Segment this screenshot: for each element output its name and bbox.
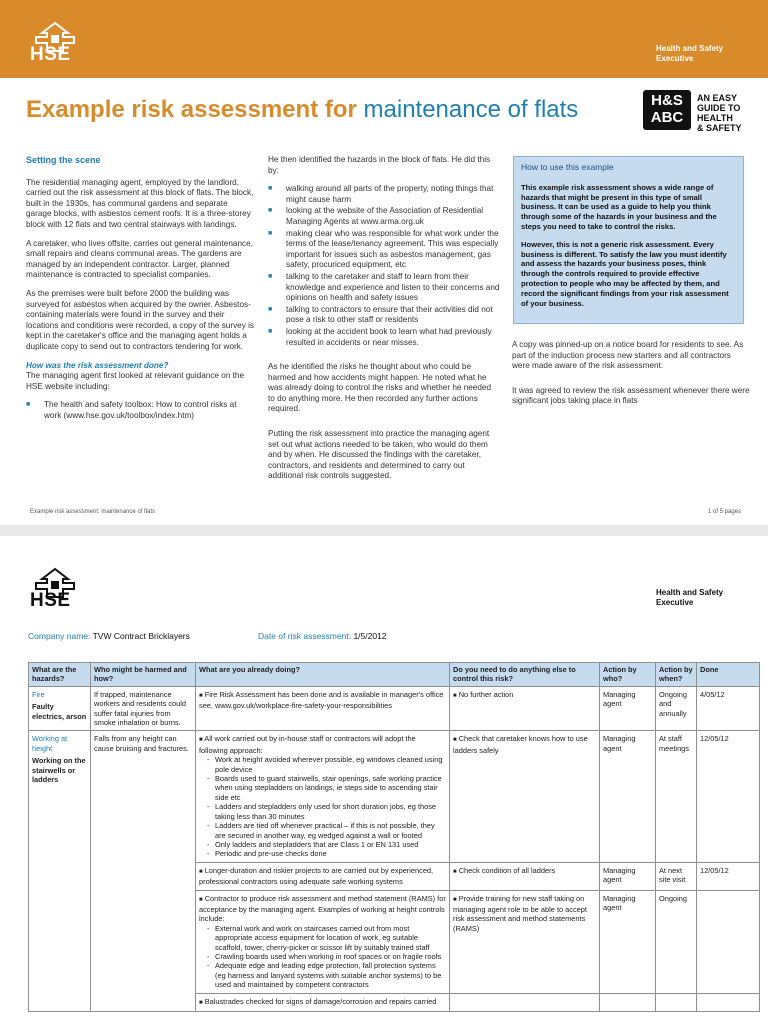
hs-abc-tagline: AN EASY GUIDE TO HEALTH & SAFETY [697, 93, 742, 133]
risk-assessment-table [28, 662, 760, 1012]
already-doing-text: Contractor to produce risk assessment and method statement (RAMS) for acceptance by the managing agent. Examples of working at height controls include: [199, 893, 446, 924]
hse-logo-text: HSE [30, 590, 71, 611]
list-item: ■ walking around all parts of the property, noting things that might cause harm [268, 184, 500, 205]
company-name-label: Company name: [28, 631, 91, 641]
hse-organisation-name: Health and Safety Executive [656, 588, 724, 607]
hse-logo-text: HSE [30, 44, 71, 65]
action-by-who-cell [600, 993, 656, 1011]
bullet-square-icon: ■ [199, 868, 203, 875]
review-paragraph-1: A copy was pinned-up on a notice board for residents to see. As part of the induction process new starters and all contractors were made aware of the risk assessment. [512, 340, 744, 371]
company-name-line [28, 631, 190, 641]
anything-else-cell [450, 686, 600, 731]
column-review [512, 340, 750, 415]
anything-else-cell [450, 890, 600, 993]
list-item: - Adequate edge and leading edge protection, fall protection systems (eg harness and lanyard systems with suitable anchor systems) to be used and maintained by competent contractors [207, 961, 446, 989]
bullet-square-icon: ■ [453, 737, 457, 744]
title-main: Example risk assessment for [26, 96, 357, 123]
anything-else-text: No further action [458, 689, 514, 699]
already-doing-text: Longer-duration and riskier projects to are carried out by experienced, professional contractors using adequate safe working systems [199, 865, 434, 887]
bullet-square-icon: ■ [453, 868, 457, 875]
how-done-paragraph: The managing agent first looked at relevant guidance on the HSE website including: [26, 371, 245, 391]
header-action-by-when: Action by when? [656, 663, 697, 687]
assessment-date-value: 1/5/2012 [353, 631, 387, 641]
action-by-who-cell: Managing agent [600, 862, 656, 890]
column-setting-the-scene [26, 155, 254, 429]
setting-scene-heading: Setting the scene [26, 155, 101, 165]
title-sub: maintenance of flats [363, 96, 579, 123]
action-by-who-cell: Managing agent [600, 890, 656, 993]
hazard-intro: He then identified the hazards in the block of flats. He did this by: [268, 155, 491, 175]
list-item: - Crawling boards used when working in roof spaces or on fragile roofs [207, 952, 446, 961]
header-anything-else: Do you need to do anything else to control this risk? [450, 663, 600, 687]
hazard-title: Fire [32, 689, 45, 699]
already-doing-cell [196, 731, 450, 862]
done-cell: 12/05/12 [697, 731, 760, 862]
assessment-date-label: Date of risk assessment: [258, 631, 352, 641]
how-to-paragraph-1: This example risk assessment shows a wide range of hazards that might be present in this type of small business. It can be used as a guide to help you think through some of the hazards in your business and the steps you need to take to control the risks. [521, 182, 717, 231]
scene-paragraph-1: The residential managing agent, employed by the landlord, carried out the risk assessment at this block of flats. The block, built in the 1930s, has communal gardens and separate garage blocks, with asbestos cement roofs. It is a three-storey block with 12 flats and two central stairways with landings. [26, 177, 254, 229]
already-doing-text: Fire Risk Assessment has been done and is available in manager's office see, www.gov.uk/workplace-fire-safety-your-responsibilities [199, 689, 444, 711]
bullet-square-icon: ■ [199, 737, 203, 744]
list-item: ■ talking to contractors to ensure that their activities did not pose a risk to other staff or residents [268, 305, 500, 326]
column-hazard-identification [268, 155, 500, 490]
list-item: - Work at height avoided wherever possible, eg windows cleaned using pole device [207, 755, 446, 774]
table-row [29, 731, 760, 862]
list-item: ■ making clear who was responsible for what work under the terms of the lease/tenancy agreement. This was especially important for issues such as asbestos management, gas safety, procuriced equipment, etc [268, 229, 500, 271]
page-footer-count: 1 of 5 pages [708, 509, 742, 515]
header-who-harmed: Who might be harmed and how? [91, 663, 196, 687]
list-item: ■ talking to the caretaker and staff to learn from their knowledge and experience and listen to their concerns and opinions on health and safety issues [268, 272, 500, 304]
bullet-square-icon: ■ [199, 692, 203, 699]
hse-header-bar [0, 0, 768, 78]
hazard-cell [29, 731, 91, 1012]
header-done: Done [697, 663, 760, 687]
table-header-row [29, 663, 760, 687]
action-by-who-cell: Managing agent [600, 731, 656, 862]
list-item: - Ladders are tied off whenever practical – if this is not possible, they are secured in another way, eg wedged against a wall or footed [207, 821, 446, 840]
anything-else-text: Provide training for new staff taking on managing agent role to be able to accept risk assessment and method statements (RAMS) [453, 893, 587, 933]
list-item: - Ladders and stepladders only used for short duration jobs, eg those taking less than 30 minutes [207, 802, 446, 821]
header-already-doing: What are you already doing? [196, 663, 450, 687]
bullet-square-icon: ■ [199, 896, 203, 903]
anything-else-text: Check condition of all ladders [458, 865, 556, 875]
how-to-title: How to use this example [521, 162, 614, 172]
how-to-paragraph-2: However, this is not a generic risk assessment. Every business is different. To satisfy the law you must identify and assess the hazards your business poses, think through the controls required to provide effective protection to people who may be affected by them, and record the significant findings from your risk assessment of your business. [521, 239, 729, 308]
scene-paragraph-2: A caretaker, who lives offsite, carries out general maintenance, small repairs and cleans communal areas. The gardens are managed by an independent contractor. Larger, planned maintenance is contracted to specialist companies. [26, 238, 253, 280]
done-cell: 12/05/12 [697, 862, 760, 890]
already-doing-text: Balustrades checked for signs of damage/corrosion and repairs carried [204, 996, 437, 1006]
anything-else-cell [450, 731, 600, 862]
action-by-when-cell [656, 993, 697, 1011]
action-by-when-cell: Ongoing [656, 890, 697, 993]
bullet-square-icon: ■ [453, 692, 457, 699]
controls-list [199, 924, 446, 990]
who-harmed-cell: If trapped, maintenance workers and residents could suffer fatal injuries from smoke inhalation or burns. [91, 686, 196, 731]
hazard-paragraph-2: As he identified the risks he thought about who could be harmed and how accidents might happen. He noted what he was already doing to control the risks and whether he needed to do anything more. He then recorded any further actions required. [268, 362, 492, 414]
company-name-value: TVW Contract Bricklayers [92, 631, 190, 641]
list-item: ■ looking at the accident book to learn what had previously resulted in accidents or near misses. [268, 327, 500, 348]
hazard-title: Working at height [32, 734, 68, 753]
already-doing-text: All work carried out by in-house staff or contractors will adopt the following approach: [199, 734, 416, 755]
bullet-square-icon: ■ [199, 999, 203, 1006]
list-item: ■ The health and safety toolbox: How to control risks at work (www.hse.gov.uk/toolbox/index.htm) [26, 400, 254, 421]
done-cell [697, 993, 760, 1011]
action-by-when-cell: At staff meetings [656, 731, 697, 862]
hs-abc-badge: H&S ABC [643, 90, 691, 130]
scene-paragraph-3: As the premises were built before 2000 the building was surveyed for asbestos when acquired by the owner. Asbestos-containing materials were found in the survey and their locations and conditions were recorded, a copy of the survey is kept in the caretaker's office and the managing agent holds a duplicate copy to send out to contractors tendering for work. [26, 288, 255, 351]
done-cell: 4/05/12 [697, 686, 760, 731]
list-item: - External work and work on staircases carried out from most appropriate access equipment for location of work, eg suitable scaffold, tower, cherry-picker or scissor lift by suitably trained staff [207, 924, 446, 952]
review-paragraph-2: It was agreed to review the risk assessment whenever there were significant jobs taking place in flats [512, 385, 750, 406]
action-by-when-cell: Ongoing and annually [656, 686, 697, 731]
bullet-square-icon: ■ [453, 896, 457, 903]
table-row [29, 686, 760, 731]
who-harmed-cell: Falls from any height can cause bruising and fractures. [91, 731, 196, 1012]
hazard-cell [29, 686, 91, 731]
action-by-who-cell: Managing agent [600, 686, 656, 731]
list-item: ■ looking at the website of the Association of Residential Managing Agents at www.arma.org.uk [268, 206, 500, 227]
anything-else-text: Check that caretaker knows how to use ladders safely [453, 734, 588, 755]
action-by-when-cell: At next site visit [656, 862, 697, 890]
hse-organisation-name: Health and Safety Executive [656, 44, 724, 63]
already-doing-cell [196, 890, 450, 993]
how-done-heading: How was the risk assessment done? [26, 360, 169, 370]
anything-else-cell [450, 862, 600, 890]
already-doing-cell [196, 993, 450, 1011]
hazard-subtitle: Faulty electrics, arson [32, 702, 87, 721]
assessment-date-line [258, 631, 387, 641]
page-footer-title: Example risk assessment: maintenance of flats [30, 509, 156, 515]
done-cell [697, 890, 760, 993]
page-title [26, 96, 578, 124]
anything-else-cell [450, 993, 600, 1011]
already-doing-cell [196, 686, 450, 731]
header-hazards: What are the hazards? [29, 663, 91, 687]
header-action-by-who: Action by who? [600, 663, 656, 687]
hazard-subtitle: Working on the stairwells or ladders [32, 756, 86, 785]
hazard-paragraph-3: Putting the risk assessment into practice the managing agent set out what actions needed to be taken, who would do them and by when. He discussed the findings with the caretaker, contractors, and residents and determined to carry out additional risk controls suggested. [268, 429, 490, 481]
list-item: - Only ladders and stepladders that are Class 1 or EN 131 used [207, 840, 446, 849]
guidance-list [26, 400, 254, 421]
already-doing-cell [196, 862, 450, 890]
list-item: - Periodic and pre-use checks done [207, 849, 446, 858]
list-item: - Boards used to guard stairwells, stair openings, safe working practice when using stepladders on landings, ie steps side to ascending stair side etc [207, 774, 446, 802]
hazard-method-list [268, 184, 500, 348]
how-to-use-box [513, 156, 744, 324]
controls-list [199, 755, 446, 858]
